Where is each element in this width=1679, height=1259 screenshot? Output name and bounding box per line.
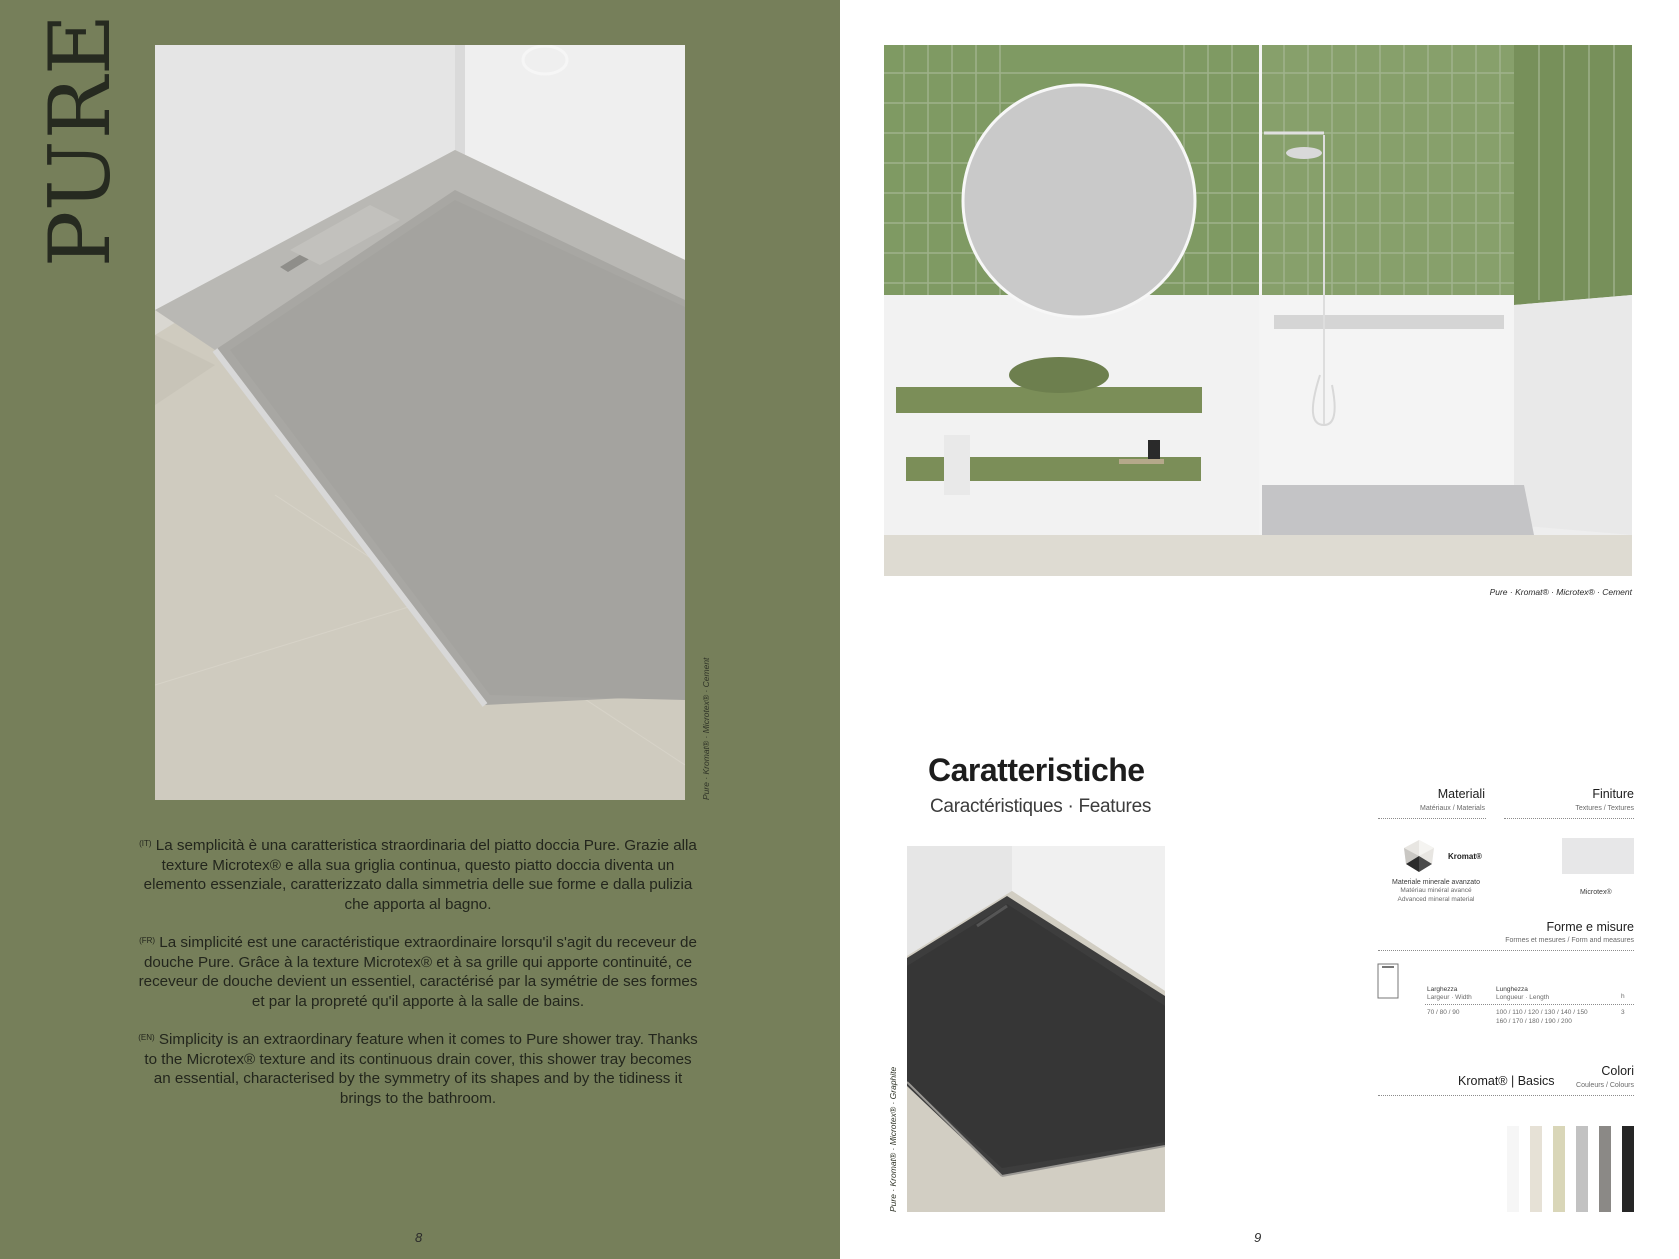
materiali-subheading: Matériaux / Materials — [1420, 805, 1485, 812]
materiali-heading: Materiali — [1437, 787, 1485, 801]
description-fr — [138, 933, 698, 1011]
lunghezza-label: Lunghezza — [1496, 986, 1528, 993]
finiture-divider — [1504, 818, 1634, 819]
left-photo-caption: Pure · Kromat® · Microtex® · Cement — [701, 657, 711, 800]
larghezza-header — [1427, 986, 1472, 1002]
description-it — [138, 836, 698, 914]
color-swatch — [1576, 1126, 1588, 1212]
forme-heading: Forme e misure — [1546, 920, 1634, 934]
features-subtitle: Caractéristiques · Features — [930, 796, 1152, 817]
right-photo-caption: Pure · Kromat® · Microtex® · Cement — [1489, 587, 1632, 597]
lunghezza-sublabel: Longueur · Length — [1496, 994, 1550, 1001]
microtex-label: Microtex® — [1580, 889, 1612, 896]
lunghezza-values — [1496, 1008, 1588, 1026]
page-number-left: 8 — [415, 1230, 423, 1245]
forme-subheading: Formes et mesures / Form and measures — [1505, 937, 1634, 944]
features-title: Caratteristiche — [928, 752, 1145, 788]
lang-tag-fr: (FR) — [139, 936, 156, 945]
lunghezza-values-line1: 100 / 110 / 120 / 130 / 140 / 150 — [1496, 1009, 1588, 1016]
description-fr-text: La simplicité est une caractéristique extraordinaire lorsqu'il s'agit du receveur de douche Pure. Grâce à la texture Microtex® et à sa grille qui apporte continuité, ce receveur de douche devient un essentiel, caractérisé par la symétrie de ses formes et par la propreté qu'il apporte à la salle de bains. — [138, 934, 698, 1010]
description-it-text: La semplicità è una caratteristica straordinaria del piatto doccia Pure. Grazie alla texture Microtex® e alla sua griglia continua, questo piatto doccia diventa un elemento essenziale, caratterizzato dalla simmetria delle sue forme e dalla pulizia che apporta al bagno. — [143, 837, 697, 913]
finiture-heading: Finiture — [1592, 787, 1634, 801]
shower-tray-graphite-photo — [907, 846, 1165, 1212]
description-en-text: Simplicity is an extraordinary feature when it comes to Pure shower tray. Thanks to the Microtex® texture and its continuous drain cover, this shower tray becomes an essential, characterised by the symmetry of its shapes and by the tidiness it brings to the bathroom. — [144, 1031, 698, 1107]
materiali-divider — [1378, 818, 1486, 819]
color-swatch — [1553, 1126, 1565, 1212]
height-label: h — [1621, 993, 1625, 1000]
small-photo-caption: Pure · Kromat® · Microtex® · Graphite — [888, 1066, 898, 1212]
shower-tray-cement-photo — [155, 45, 685, 800]
larghezza-values: 70 / 80 / 90 — [1427, 1009, 1460, 1016]
materiali-desc-it: Materiale minerale avanzato — [1392, 879, 1480, 886]
finiture-subheading: Textures / Textures — [1575, 805, 1634, 812]
larghezza-label: Larghezza — [1427, 986, 1458, 993]
lang-tag-it: (IT) — [139, 839, 152, 848]
color-swatch — [1530, 1126, 1542, 1212]
lang-tag-en: (EN) — [138, 1033, 155, 1042]
kromat-label: Kromat® — [1448, 852, 1482, 861]
colori-heading: Colori — [1601, 1064, 1634, 1078]
larghezza-sublabel: Largeur · Width — [1427, 994, 1472, 1001]
sizes-divider — [1425, 1004, 1634, 1005]
lunghezza-header — [1496, 986, 1549, 1002]
lunghezza-values-line2: 160 / 170 / 180 / 190 / 200 — [1496, 1018, 1572, 1025]
color-swatch — [1622, 1126, 1634, 1212]
color-swatch — [1599, 1126, 1611, 1212]
forme-divider — [1378, 950, 1634, 951]
materiali-desc-fr: Matériau minéral avancé — [1400, 887, 1472, 894]
color-swatches — [1507, 1126, 1634, 1212]
page-number-right: 9 — [1254, 1230, 1262, 1245]
colori-divider — [1378, 1095, 1634, 1096]
kromat-logo-icon — [1402, 838, 1436, 874]
product-title-text: PURE — [31, 12, 129, 267]
materiali-desc-en: Advanced mineral material — [1397, 896, 1475, 903]
colori-subheading: Couleurs / Colours — [1576, 1082, 1634, 1089]
microtex-texture-swatch — [1562, 838, 1634, 874]
kromat-basics-label: Kromat® | Basics — [1458, 1074, 1555, 1088]
color-swatch — [1507, 1126, 1519, 1212]
description-en — [138, 1030, 698, 1108]
rectangular-tray-icon — [1377, 963, 1399, 999]
materiali-description — [1386, 879, 1486, 904]
bathroom-scene-photo — [884, 45, 1632, 576]
height-value: 3 — [1621, 1009, 1625, 1016]
product-title — [31, 12, 129, 267]
